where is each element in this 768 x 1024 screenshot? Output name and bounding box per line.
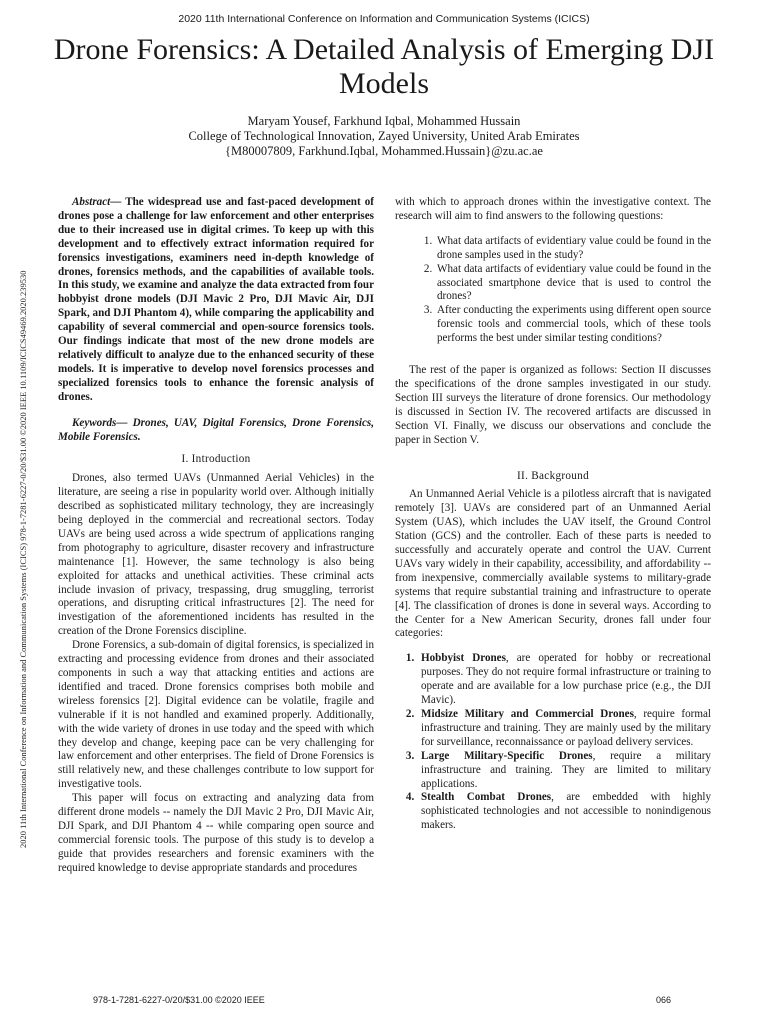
footer-copyright: 978-1-7281-6227-0/20/$31.00 ©2020 IEEE: [93, 995, 265, 1005]
list-item: [417, 708, 711, 750]
intro-paragraph-3: This paper will focus on extracting and analyzing data from different drone models -- namely the DJI Mavic 2 Pro, DJI Mavic Air, DJI Spark, and DJI Phantom 4 -- while comparing open source and commercial forensic tools. The purpose of this study is to develop a guide that provides researchers and forensic examiners with the required knowledge to devise appropriate standards and procedures: [58, 792, 374, 874]
abstract: [58, 196, 374, 405]
category-text: , are operated for hobby or recreational purposes. They do not require formal infrastructure or training to operate and are available for a low purchase price (e.g., the DJI Mavic).: [421, 652, 711, 707]
category-text: , require a military infrastructure and training. They are limited to military applications.: [421, 749, 711, 790]
background-paragraph-1: An Unmanned Aerial Vehicle is a pilotless aircraft that is navigated remotely [3]. UAVs are considered part of an Unmanned Aerial System (UAS), which includes the UAV itself, the Ground Control Station (GCS) and the controller. Each of these parts is needed to successfully and accurately operate and control the UAV. Current UAVs vary widely in their capability, accessibility, and affordability -- from inexpensive, commercially available systems to military-grade systems that require substantial training and infrastructure to operate [4]. The classification of drones is done in several ways. According to the Center for a New American Security, drones fall under four categories:: [395, 488, 711, 640]
author-emails: {M80007809, Farkhund.Iqbal, Mohammed.Hussain}@zu.ac.ae: [225, 144, 543, 158]
category-name: Stealth Combat Drones: [421, 791, 552, 804]
list-item: 1. What data artifacts of evidentiary value could be found in the drone samples used in the study?: [435, 235, 711, 263]
category-text: , are embedded with highly sophisticated technologies and not accessible to nonindigenous makers.: [421, 791, 712, 832]
paper-title: Drone Forensics: A Detailed Analysis of Emerging DJI Models: [53, 33, 715, 100]
right-column: [395, 196, 711, 833]
intro-paragraph-2: Drone Forensics, a sub-domain of digital forensics, is specialized in extracting and processing evidence from drones and their associated components in such a way that attacking entities and actions are identified and traced. Drone forensics comprises both mobile and wireless forensics [2]. Digital evidence can be volatile, fragile and vulnerable if it is not handled and examined properly. Additionally, with the wide variety of drones in use today and the speed with which they develop and change, keeping pace can be very challenging for law enforcement and other enterprises. The field of Drone Forensics is still relatively new, and these challenges contribute to low support for investigative tools.: [58, 639, 374, 791]
author-affiliation: College of Technological Innovation, Zayed University, United Arab Emirates: [188, 129, 580, 143]
intro-paragraph-3-continued: with which to approach drones within the investigative context. The research will aim to find answers to the following questions:: [395, 196, 711, 222]
keywords: Keywords— Drones, UAV, Digital Forensics, Drone Forensics, Mobile Forensics.: [58, 416, 374, 443]
list-item: 3. After conducting the experiments using different open source forensic tools and commercial tools, which of these tools performs the best under similar testing conditions?: [435, 304, 711, 346]
category-name: Hobbyist Drones: [421, 652, 506, 665]
abstract-lead: Abstract—: [72, 196, 122, 208]
page-number: 066: [656, 995, 672, 1005]
drone-categories-list: [395, 652, 711, 833]
author-names: Maryam Yousef, Farkhund Iqbal, Mohammed Hussain: [247, 114, 521, 128]
section-heading-introduction: I. Introduction: [181, 453, 251, 466]
sidebar-doi-text: 2020 11th International Conference on Information and Communication Systems (ICICS) 978-1-7281-6227-0/20/$31.00 ©2020 IEEE 10.1109/ICICS49469.2020.239530: [19, 270, 28, 848]
list-item: [417, 750, 711, 792]
author-block: [0, 114, 768, 159]
category-name: Large Military-Specific Drones: [421, 749, 593, 762]
research-questions-list: [395, 235, 711, 346]
abstract-text: The widespread use and fast-paced development of drones pose a challenge for law enforcement and other enterprises due to their increased use in digital crimes. To keep up with this development and to effectively extract information required for forensics investigations, examiners need in-depth knowledge of drones, forensics methods, and the capabilities of available tools. In this study, we examine and analyze the data extracted from four hobbyist drone models (DJI Mavic 2 Pro, DJI Mavic Air, DJI Spark, and DJI Phantom 4), while comparing the applicability and capability of several commercial and open-source forensics tools. Our findings indicate that most of the new drone models are relatively difficult to analyze due to the enhanced security of these models. It is imperative to develop novel forensics processes and specialized forensics tools to enhance the forensic analysis of drones.: [58, 196, 374, 403]
section-heading-background: II. Background: [517, 469, 589, 482]
intro-paragraph-4: The rest of the paper is organized as follows: Section II discusses the specifications of the drone samples investigated in our study. Section III surveys the literature of drone forensics. Our methodology is discussed in Section IV. The recovered artifacts are discussed in Section VI. Finally, we discuss our observations and conclude the paper in Section V.: [395, 364, 711, 446]
list-item: [417, 791, 711, 833]
intro-paragraph-1: Drones, also termed UAVs (Unmanned Aerial Vehicles) in the literature, are seeing a rise in popularity world over. Although initially described as sophisticated military technology, they are increasingly being deployed in the commercial and recreational sectors. Today UAVs are being used across a wide spectrum of applications ranging from photography to agriculture, disaster recovery and infrastructure maintenance [1]. However, the same technology is also being exploited for attacks and unethical activities. These criminal acts include invasion of privacy, trespassing, drug smuggling, terrorist operations, and disrupting critical infrastructures [2]. The need for investigation of the aforementioned incidents has resulted in the creation of the Drone Forensics discipline.: [58, 472, 374, 638]
category-name: Midsize Military and Commercial Drones: [421, 708, 634, 720]
category-text: , require formal infrastructure and training. They are mainly used by the military for surveillance, reconnaissance or payload delivery services.: [421, 708, 711, 748]
list-item: 2. What data artifacts of evidentiary value could be found in the associated smartphone device that is used to control the drones?: [435, 263, 711, 305]
conference-header: 2020 11th International Conference on Information and Communication Systems (ICICS): [178, 13, 590, 25]
list-item: [417, 652, 711, 708]
left-column: [58, 196, 374, 876]
